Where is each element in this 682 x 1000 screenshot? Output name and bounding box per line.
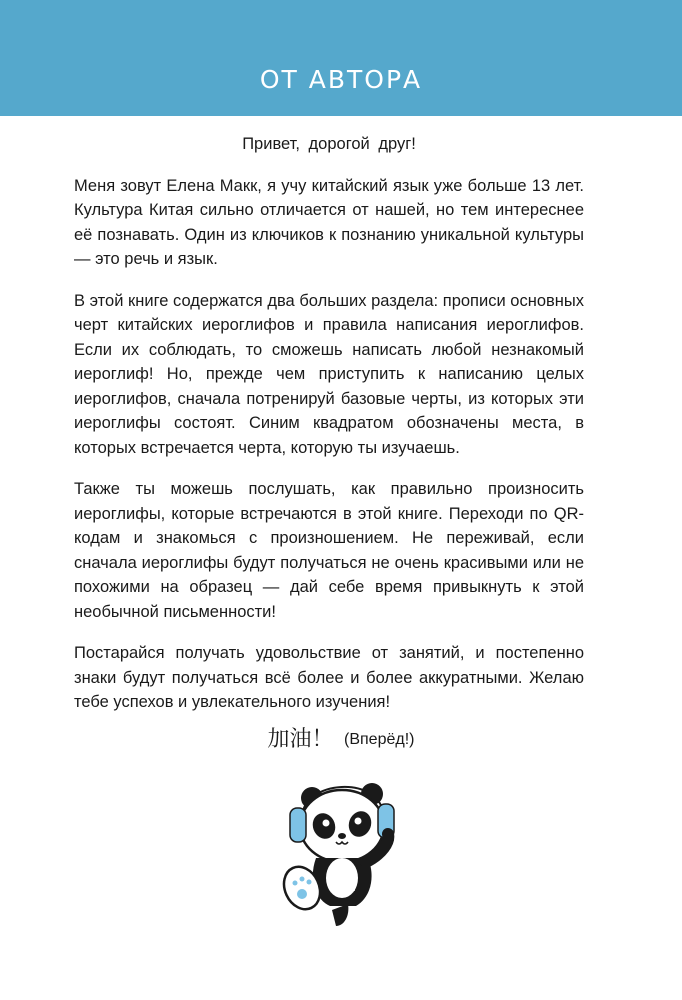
header-banner xyxy=(0,0,682,116)
author-letter xyxy=(74,132,584,732)
panda-with-headphones-icon xyxy=(272,770,412,930)
motto-chinese: 加油！ xyxy=(267,727,334,752)
paragraph-intro: Меня зовут Елена Макк, я учу китайский язык уже больше 13 лет. Культура Китая сильно отличается от нашей, но тем интереснее её познавать. Один из ключиков к познанию уникальной культуры — это речь и язык. xyxy=(74,176,584,268)
greeting: Привет, дорогой друг! xyxy=(242,135,416,153)
motto-translation: (Вперёд!) xyxy=(344,731,415,748)
paragraph-pronunciation: Также ты можешь послушать, как правильно произносить иероглифы, которые встречаются в этой книге. Переходи по QR-кодам и знакомься с произношением. Не переживай, если сначала иероглифы будут получаться не очень красивыми или не похожими на образец — дай себе время привыкнуть к этой необычной письменности! xyxy=(74,480,584,621)
motto xyxy=(0,722,682,753)
page-title: ОТ АВТОРА xyxy=(259,65,423,94)
paragraph-wishes: Постарайся получать удовольствие от занятий, и постепенно знаки будут получаться всё более и более аккуратными. Желаю тебе успехов и увлекательного изучения! xyxy=(74,644,584,711)
paragraph-book-contents: В этой книге содержатся два больших раздела: прописи основных черт китайских иероглифов и правила написания иероглифов. Если их соблюдать, то сможешь написать любой незнакомый иероглиф! Но, прежде чем приступить к написанию целых иероглифов, сначала потренируй базовые черты, из которых эти иероглифы состоят. Синим квадратом обозначены места, в которых встречается черта, которую ты изучаешь. xyxy=(74,291,584,457)
